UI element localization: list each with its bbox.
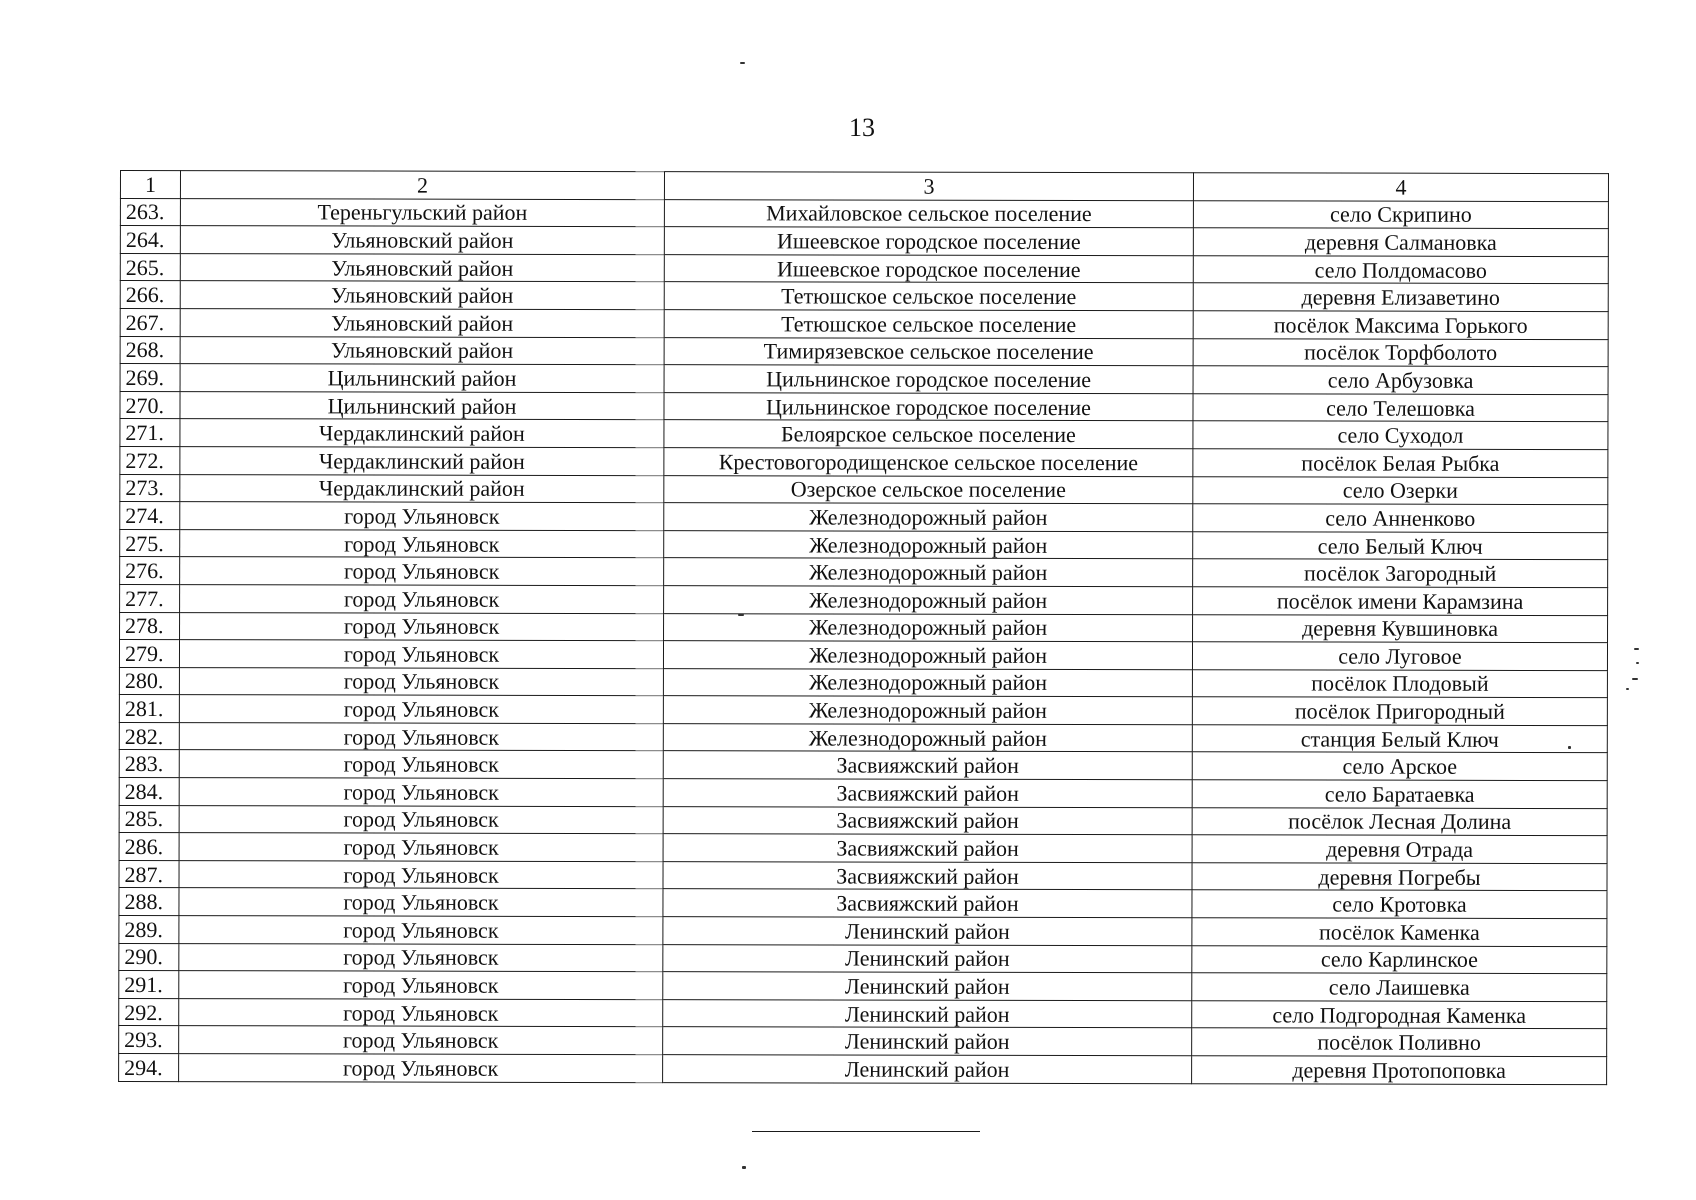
row-number-cell: 279. (119, 640, 179, 668)
locality-cell: деревня Протопоповка (1192, 1056, 1607, 1084)
settlement-cell: Железнодорожный район (664, 503, 1193, 532)
settlement-cell: Железнодорожный район (663, 668, 1192, 697)
table-row (119, 750, 1607, 781)
settlement-cell: Ленинский район (663, 944, 1192, 973)
district-cell: город Ульяновск (179, 888, 663, 917)
table-row (119, 1026, 1607, 1057)
row-number-cell: 286. (119, 833, 179, 861)
scan-speck (1632, 678, 1638, 680)
district-cell: город Ульяновск (180, 529, 664, 558)
settlement-cell: Железнодорожный район (663, 724, 1192, 753)
table-row (120, 391, 1608, 422)
row-number-cell: 289. (119, 916, 179, 944)
row-number-cell: 274. (120, 502, 180, 530)
locality-cell: село Подгородная Каменка (1192, 1001, 1607, 1029)
settlement-cell: Засвияжский район (663, 861, 1192, 890)
settlement-cell: Ленинский район (663, 917, 1192, 946)
header-cell-2: 2 (180, 171, 664, 200)
row-number-cell: 270. (120, 391, 180, 419)
table-row (120, 502, 1608, 533)
row-number-cell: 293. (119, 1026, 179, 1054)
table-row (120, 308, 1608, 339)
locality-cell: село Арбузовка (1193, 366, 1608, 394)
locality-cell: село Белый Ключ (1193, 531, 1608, 559)
table-row (119, 860, 1607, 891)
scan-speck (1626, 688, 1629, 690)
table-row (119, 916, 1607, 947)
district-cell: город Ульяновск (179, 860, 663, 889)
scan-speck (1634, 648, 1639, 650)
settlement-cell: Ленинский район (663, 1027, 1192, 1056)
scan-speck (742, 1166, 746, 1169)
table-row (120, 419, 1608, 450)
table-row (120, 253, 1608, 284)
settlement-cell: Железнодорожный район (664, 613, 1193, 642)
district-cell: город Ульяновск (180, 502, 664, 531)
table-row (119, 722, 1607, 753)
row-number-cell: 265. (120, 253, 180, 281)
locality-cell: село Скрипино (1193, 200, 1608, 228)
row-number-cell: 292. (119, 998, 179, 1026)
locality-cell: село Озерки (1193, 476, 1608, 504)
row-number-cell: 283. (119, 750, 179, 778)
district-cell: город Ульяновск (179, 833, 663, 862)
table-row (119, 778, 1607, 809)
district-cell: город Ульяновск (180, 612, 664, 641)
locality-cell: деревня Отрада (1192, 835, 1607, 863)
row-number-cell: 267. (120, 308, 180, 336)
table-row (120, 584, 1608, 615)
row-number-cell: 287. (119, 860, 179, 888)
locality-cell: посёлок Поливно (1192, 1028, 1607, 1056)
settlement-cell: Ленинский район (663, 999, 1192, 1028)
district-cell: город Ульяновск (179, 1054, 663, 1083)
locality-cell: посёлок Лесная Долина (1192, 807, 1607, 835)
scan-speck (1568, 746, 1571, 749)
settlement-cell: Цильнинское городское поселение (664, 392, 1193, 421)
row-number-cell: 266. (120, 281, 180, 309)
locality-cell: село Лаишевка (1192, 973, 1607, 1001)
district-cell: Ульяновский район (180, 226, 664, 255)
locality-cell: село Анненково (1193, 504, 1608, 532)
row-number-cell: 282. (119, 722, 179, 750)
district-cell: город Ульяновск (179, 695, 663, 724)
district-cell: город Ульяновск (179, 750, 663, 779)
district-cell: город Ульяновск (180, 557, 664, 586)
table-row (119, 667, 1607, 698)
district-cell: город Ульяновск (179, 998, 663, 1027)
table-row (119, 640, 1607, 671)
row-number-cell: 284. (119, 778, 179, 806)
district-cell: город Ульяновск (179, 723, 663, 752)
locality-cell: село Телешовка (1193, 393, 1608, 421)
row-number-cell: 268. (120, 336, 180, 364)
settlement-cell: Засвияжский район (663, 806, 1192, 835)
locality-cell: посёлок Максима Горького (1193, 311, 1608, 339)
table-row (119, 805, 1607, 836)
table-row (120, 281, 1608, 312)
header-cell-4: 4 (1193, 173, 1608, 201)
district-cell: Цильнинский район (180, 364, 664, 393)
table-row (120, 336, 1608, 367)
settlement-cell: Ленинский район (663, 1055, 1192, 1084)
row-number-cell: 280. (119, 667, 179, 695)
district-cell: город Ульяновск (179, 640, 663, 669)
district-cell: Чердаклинский район (180, 419, 664, 448)
table-row (120, 198, 1608, 229)
settlement-cell: Белоярское сельское поселение (664, 420, 1193, 449)
locality-cell: посёлок Пригородный (1192, 697, 1607, 725)
row-number-cell: 271. (120, 419, 180, 447)
district-cell: Чердаклинский район (180, 474, 664, 503)
district-cell: город Ульяновск (179, 971, 663, 1000)
settlement-cell: Засвияжский район (663, 779, 1192, 808)
scan-speck (1636, 662, 1639, 664)
row-number-cell: 264. (120, 226, 180, 254)
settlement-cell: Железнодорожный район (663, 641, 1192, 670)
locality-cell: село Луговое (1192, 642, 1607, 670)
settlement-cell: Ленинский район (663, 972, 1192, 1001)
district-cell: Ульяновский район (180, 253, 664, 282)
header-cell-3: 3 (664, 172, 1193, 201)
locality-cell: посёлок Плодовый (1192, 669, 1607, 697)
district-cell: город Ульяновск (180, 585, 664, 614)
row-number-cell: 275. (120, 529, 180, 557)
settlement-cell: Железнодорожный район (664, 586, 1193, 615)
row-number-cell: 285. (119, 805, 179, 833)
district-cell: Цильнинский район (180, 391, 664, 420)
table-header-row (120, 171, 1608, 202)
row-number-cell: 278. (120, 612, 180, 640)
locality-cell: посёлок Торфболото (1193, 338, 1608, 366)
settlement-cell: Железнодорожный район (663, 696, 1192, 725)
settlement-cell: Ишеевское городское поселение (664, 227, 1193, 256)
settlement-cell: Ишеевское городское поселение (664, 254, 1193, 283)
district-cell: Тереньгульский район (180, 198, 664, 227)
table-row (120, 557, 1608, 588)
settlement-cell: Засвияжский район (663, 834, 1192, 863)
table-row (119, 943, 1607, 974)
locality-cell: станция Белый Ключ (1192, 725, 1607, 753)
settlement-cell: Озерское сельское поселение (664, 475, 1193, 504)
header-cell-1: 1 (120, 171, 180, 199)
district-cell: город Ульяновск (179, 916, 663, 945)
locality-cell: посёлок Каменка (1192, 918, 1607, 946)
locality-cell: село Кротовка (1192, 890, 1607, 918)
table-row (119, 888, 1607, 919)
locality-cell: село Баратаевка (1192, 780, 1607, 808)
locality-cell: село Суходол (1193, 421, 1608, 449)
row-number-cell: 291. (119, 971, 179, 999)
row-number-cell: 269. (120, 364, 180, 392)
settlement-cell: Михайловское сельское поселение (664, 199, 1193, 228)
district-cell: город Ульяновск (179, 667, 663, 696)
table-row (120, 612, 1608, 643)
settlement-cell: Железнодорожный район (664, 530, 1193, 559)
table-row (119, 833, 1607, 864)
district-cell: город Ульяновск (179, 778, 663, 807)
scan-speck (738, 614, 744, 616)
locality-cell: село Арское (1192, 752, 1607, 780)
district-cell: Ульяновский район (180, 309, 664, 338)
table-row (120, 529, 1608, 560)
locality-cell: село Полдомасово (1193, 256, 1608, 284)
district-cell: город Ульяновск (179, 805, 663, 834)
row-number-cell: 288. (119, 888, 179, 916)
settlement-cell: Железнодорожный район (664, 558, 1193, 587)
settlement-cell: Цильнинское городское поселение (664, 365, 1193, 394)
row-number-cell: 263. (120, 198, 180, 226)
table-row (120, 226, 1608, 257)
locality-cell: посёлок Загородный (1193, 559, 1608, 587)
table-row (119, 695, 1607, 726)
footer-rule (752, 1131, 980, 1132)
row-number-cell: 273. (120, 474, 180, 502)
row-number-cell: 276. (120, 557, 180, 585)
district-cell: город Ульяновск (179, 1026, 663, 1055)
settlement-cell: Засвияжский район (663, 751, 1192, 780)
locality-cell: деревня Салмановка (1193, 228, 1608, 256)
row-number-cell: 294. (119, 1053, 179, 1081)
settlement-cell: Тетюшское сельское поселение (664, 310, 1193, 339)
row-number-cell: 281. (119, 695, 179, 723)
page-number: 13 (849, 113, 875, 142)
table-row (119, 971, 1607, 1002)
table-row (120, 364, 1608, 395)
table-row (119, 998, 1607, 1029)
settlement-cell: Крестовогородищенское сельское поселение (664, 448, 1193, 477)
locality-cell: деревня Елизаветино (1193, 283, 1608, 311)
scan-speck (740, 62, 745, 64)
district-cell: Чердаклинский район (180, 447, 664, 476)
settlements-table (118, 170, 1609, 1085)
locality-cell: посёлок имени Карамзина (1193, 587, 1608, 615)
locality-cell: село Карлинское (1192, 945, 1607, 973)
settlement-cell: Засвияжский район (663, 889, 1192, 918)
table-row (120, 474, 1608, 505)
locality-cell: деревня Кувшиновка (1193, 614, 1608, 642)
table-body (119, 171, 1609, 1085)
settlement-cell: Тетюшское сельское поселение (664, 282, 1193, 311)
table-row (120, 446, 1608, 477)
row-number-cell: 272. (120, 446, 180, 474)
district-cell: город Ульяновск (179, 943, 663, 972)
settlement-cell: Тимирязевское сельское поселение (664, 337, 1193, 366)
district-cell: Ульяновский район (180, 281, 664, 310)
row-number-cell: 277. (120, 584, 180, 612)
district-cell: Ульяновский район (180, 336, 664, 365)
table-row (119, 1053, 1607, 1084)
locality-cell: посёлок Белая Рыбка (1193, 449, 1608, 477)
locality-cell: деревня Погребы (1192, 863, 1607, 891)
row-number-cell: 290. (119, 943, 179, 971)
